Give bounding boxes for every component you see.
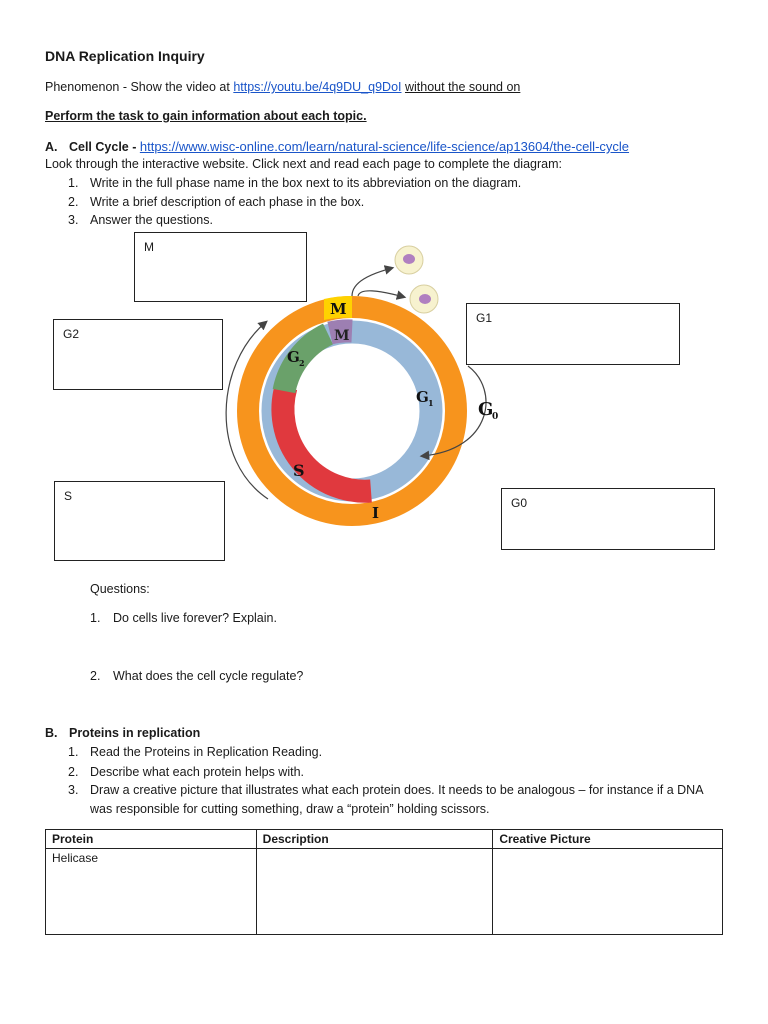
proteins-table	[45, 829, 723, 935]
question-text: Do cells live forever? Explain.	[113, 611, 277, 625]
phenomenon-suffix: without the sound on	[404, 80, 521, 94]
header-creative-picture: Creative Picture	[493, 830, 723, 849]
box-label: M	[144, 240, 154, 254]
nucleus-1	[403, 254, 415, 264]
label-g2-sub: 2	[299, 358, 305, 368]
list-item: 1. Read the Proteins in Replication Reading.	[68, 745, 323, 759]
daughter-arrow-2	[358, 291, 404, 297]
label-i: I	[372, 504, 380, 522]
list-item: 1. Write in the full phase name in the box next to its abbreviation on the diagram.	[68, 176, 522, 190]
step-text: Describe what each protein helps with.	[90, 765, 305, 779]
section-a-letter: A.	[45, 140, 58, 154]
header-description: Description	[256, 830, 493, 849]
list-item: 2. Describe what each protein helps with.	[68, 765, 305, 779]
cell-creative-picture[interactable]	[493, 849, 723, 935]
page-title: DNA Replication Inquiry	[45, 48, 205, 64]
step-text-continued: was responsible for cutting something, draw a “protein” holding scissors.	[90, 802, 490, 816]
label-g0: G	[478, 399, 494, 420]
label-g1-sub: 1	[428, 398, 434, 408]
cell-protein: Helicase	[46, 849, 257, 935]
list-item: 2. Write a brief description of each phase in the box.	[68, 195, 365, 209]
label-g0-sub: 0	[492, 412, 499, 422]
section-b-heading	[45, 726, 200, 740]
list-item: 3. Answer the questions.	[68, 213, 213, 227]
question-item: 1. Do cells live forever? Explain.	[90, 611, 277, 625]
section-b-title: Proteins in replication	[68, 726, 201, 740]
step-text: Read the Proteins in Replication Reading.	[90, 745, 323, 759]
daughter-arrow-1	[352, 268, 392, 296]
label-g1: G	[416, 388, 429, 406]
phenomenon-prefix: Phenomenon - Show the video at	[45, 80, 234, 94]
list-item: 3. Draw a creative picture that illustrates what each protein does. It needs to be analogous – for instance if a DNA	[68, 783, 704, 797]
table-header-row	[46, 830, 723, 849]
box-label: G1	[476, 311, 493, 325]
video-link[interactable]: https://youtu.be/4q9DU_q9DoI	[233, 80, 402, 94]
task-heading: Perform the task to gain information about each topic.	[45, 109, 367, 123]
box-label: S	[64, 489, 73, 503]
label-m-inner: M	[334, 328, 350, 344]
section-a-title: Cell Cycle -	[68, 140, 140, 154]
header-protein: Protein	[46, 830, 257, 849]
table-row	[46, 849, 723, 935]
box-label: G0	[511, 496, 528, 510]
step-text: Draw a creative picture that illustrates what each protein does. It needs to be analogous – for instance if a DNA	[90, 783, 704, 797]
step-text: Write in the full phase name in the box next to its abbreviation on the diagram.	[90, 176, 522, 190]
label-s: S	[293, 461, 305, 480]
questions-heading: Questions:	[90, 582, 150, 596]
question-item: 2. What does the cell cycle regulate?	[90, 669, 304, 683]
section-b-letter: B.	[45, 726, 58, 740]
cell-description[interactable]	[256, 849, 493, 935]
question-text: What does the cell cycle regulate?	[113, 669, 304, 683]
nucleus-2	[419, 294, 431, 304]
step-text: Answer the questions.	[90, 213, 213, 227]
section-a-intro: Look through the interactive website. Click next and read each page to complete the diagram:	[45, 157, 562, 171]
label-g2: G	[287, 348, 300, 366]
cell-cycle-link[interactable]: https://www.wisc-online.com/learn/natural-science/life-science/ap13604/the-cell-cycle	[139, 139, 630, 154]
step-text: Write a brief description of each phase in the box.	[90, 195, 365, 209]
label-m-outer: M	[330, 300, 347, 318]
box-label: G2	[63, 327, 80, 341]
